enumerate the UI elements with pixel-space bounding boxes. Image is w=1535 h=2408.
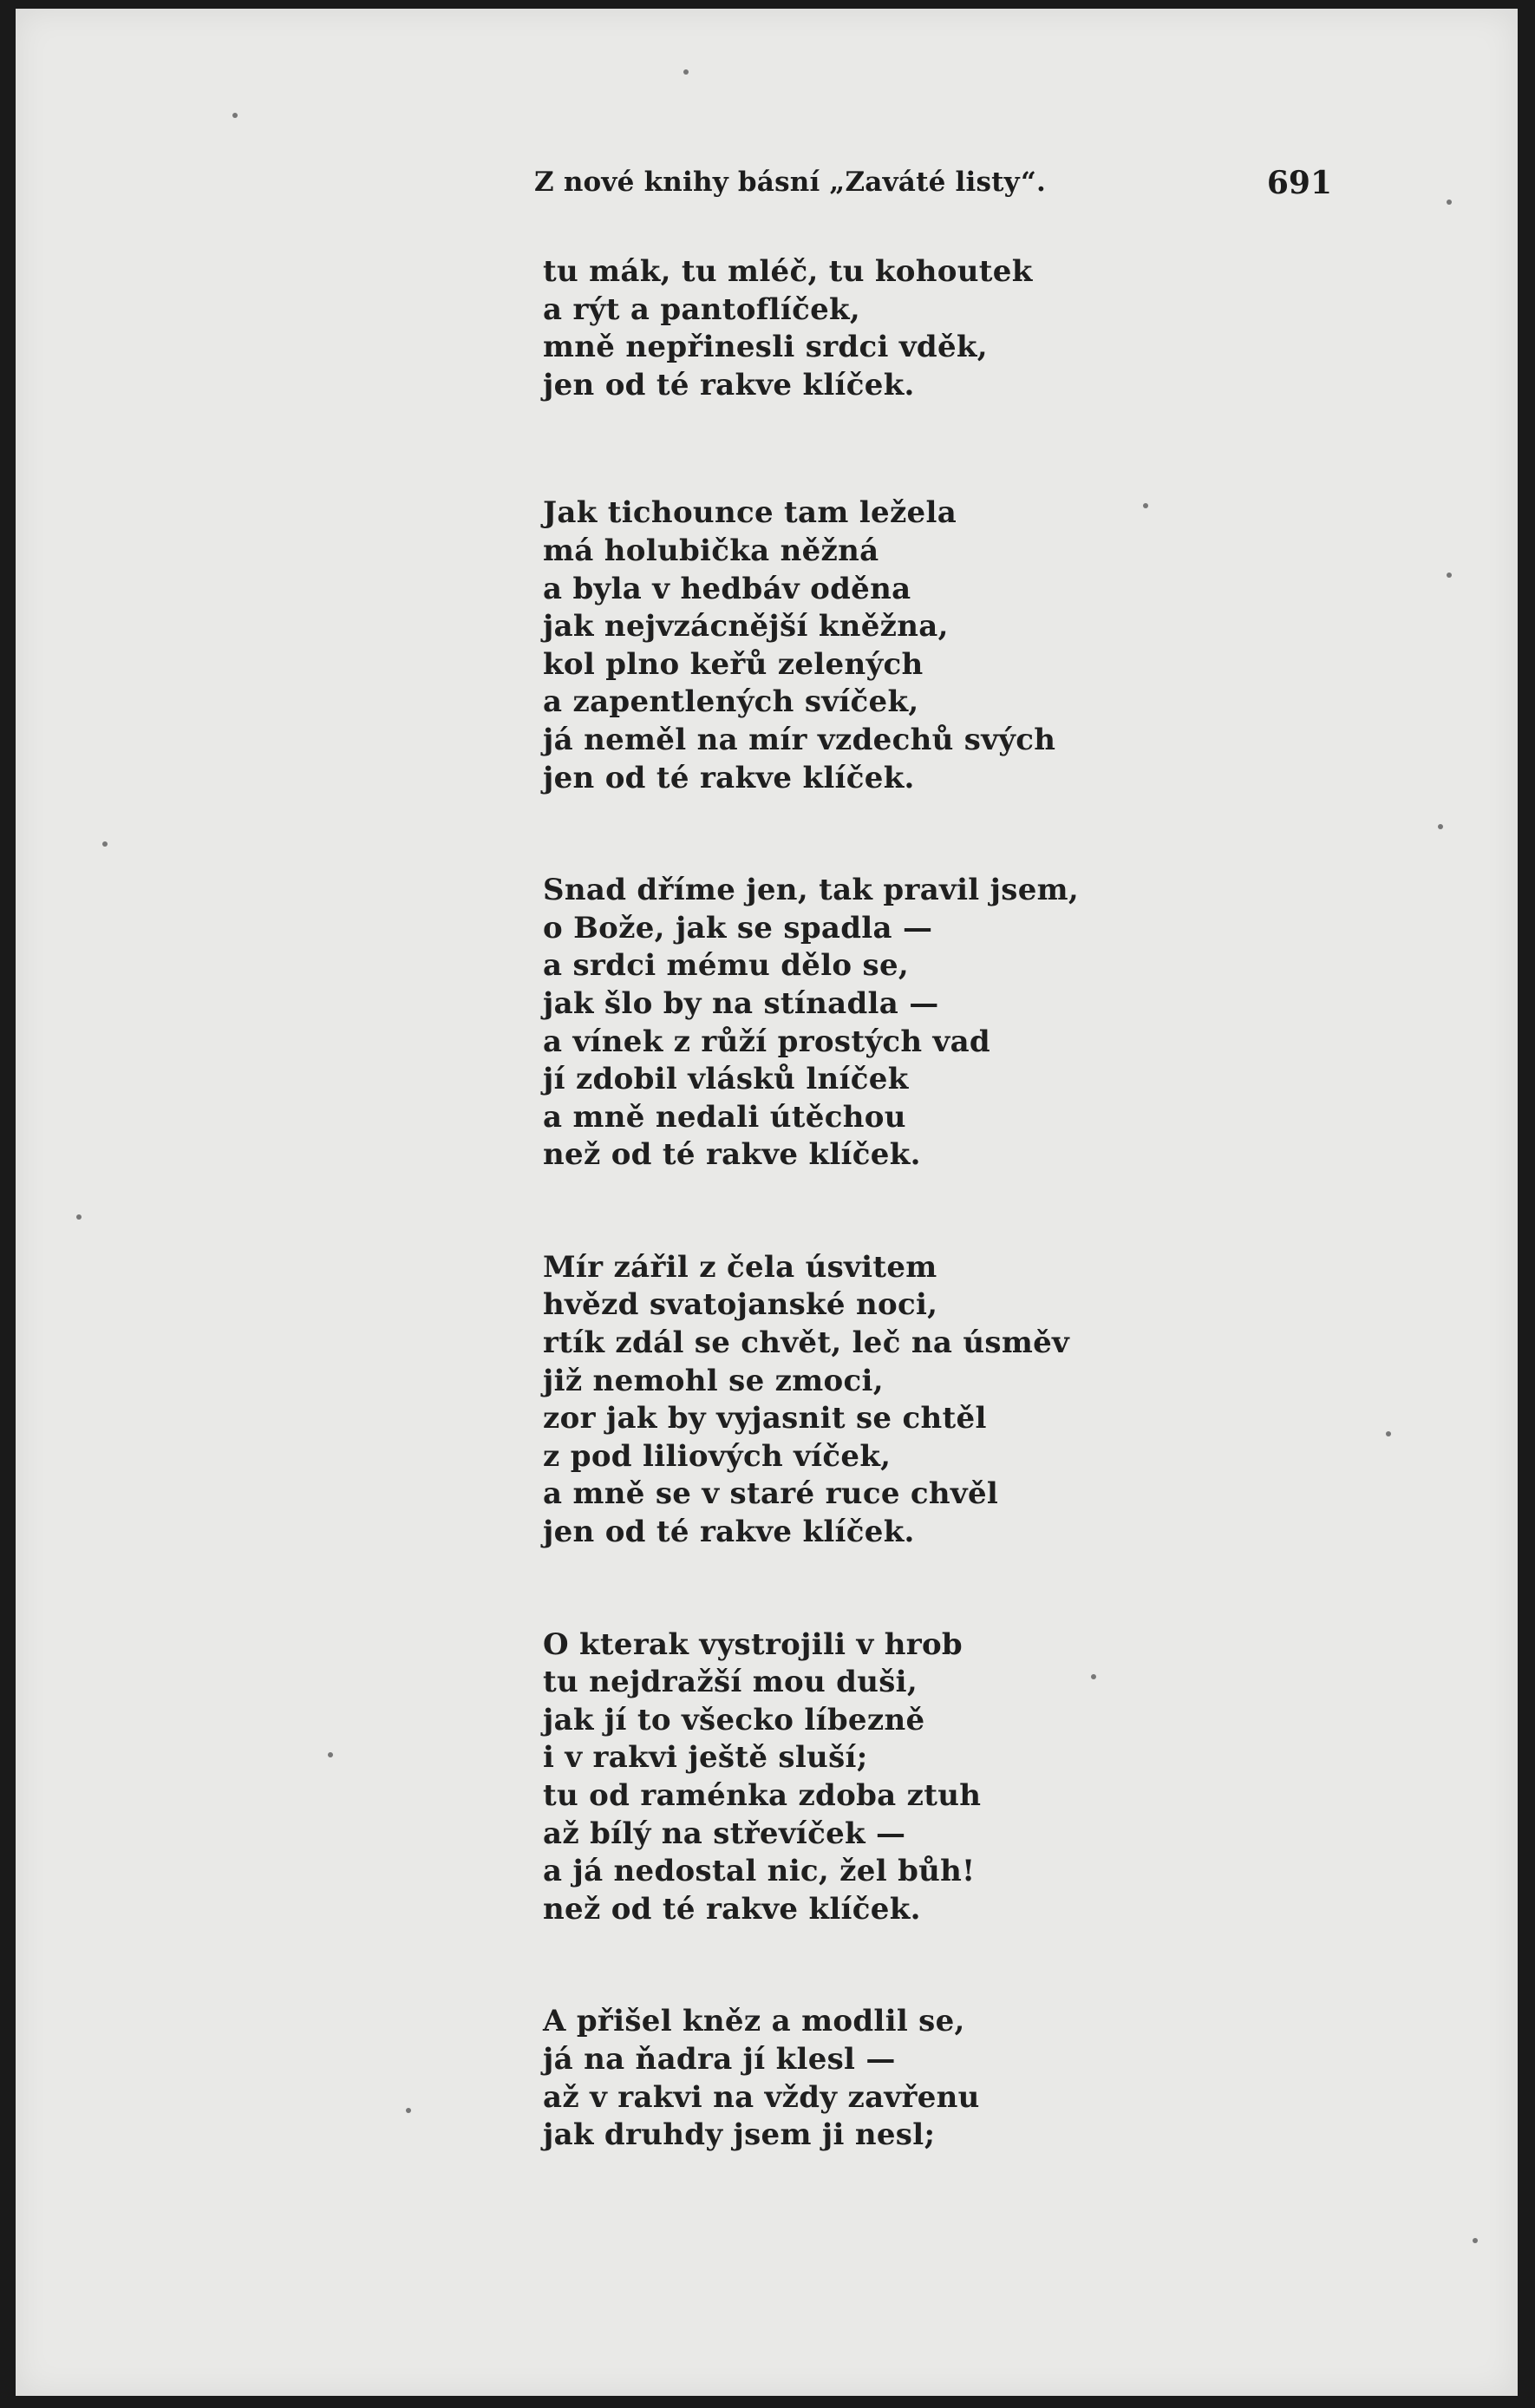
verse-line: jak druhdy jsem ji nesl; (543, 2117, 936, 2153)
paper-speck (1438, 824, 1443, 829)
verse-line: jak nejvzácnější kněžna, (543, 609, 949, 645)
verse-line: A přišel kněz a modlil se, (543, 2004, 965, 2039)
verse-line: tu od raménka zdoba ztuh (543, 1778, 982, 1813)
verse-line: a srdci mému dělo se, (543, 948, 910, 984)
paper-speck (102, 841, 108, 847)
verse-line: jen od té rakve klíček. (543, 760, 915, 795)
stanza-3 (543, 872, 1410, 1175)
verse-line: a rýt a pantoflíček, (543, 291, 861, 327)
stanza-5 (543, 1626, 1410, 1929)
stanza-4 (543, 1249, 1410, 1552)
verse-line: a mně nedali útěchou (543, 1099, 906, 1135)
verse-line: i v rakvi ještě sluší; (543, 1740, 868, 1776)
running-title: Z nové knihy básní „Zaváté listy“. (534, 167, 1047, 198)
verse-line: jen od té rakve klíček. (543, 367, 915, 402)
verse-line: a vínek z růží prostých vad (543, 1024, 991, 1059)
verse-line: hvězd svatojanské noci, (543, 1287, 938, 1323)
paper-speck (1447, 573, 1452, 578)
verse-line: až v rakvi na vždy zavřenu (543, 2079, 980, 2115)
verse-line: Snad dříme jen, tak pravil jsem, (543, 873, 1080, 908)
verse-line: rtík zdál se chvět, leč na úsměv (543, 1325, 1070, 1361)
paper-speck (406, 2108, 411, 2113)
verse-line: Mír zářil z čela úsvitem (543, 1249, 937, 1285)
verse-line: a mně se v staré ruce chvěl (543, 1476, 999, 1512)
verse-line: a já nedostal nic, žel bůh! (543, 1854, 976, 1889)
verse-line: jak šlo by na stínadla — (543, 985, 939, 1021)
verse-line: již nemohl se zmoci, (543, 1363, 884, 1398)
verse-line: jí zdobil vlásků lníček (543, 1062, 909, 1097)
paper-speck (232, 113, 238, 118)
verse-line: a byla v hedbáv oděna (543, 571, 911, 606)
paper-speck (328, 1752, 333, 1757)
verse-line: tu mák, tu mléč, tu kohoutek (543, 254, 1033, 289)
verse-line: až bílý na střevíček — (543, 1816, 906, 1851)
verse-line: Jak tichounce tam ležela (543, 495, 957, 531)
verse-line: já na ňadra jí klesl — (543, 2041, 896, 2077)
page-number: 691 (1266, 165, 1332, 201)
verse-line: z pod liliových víček, (543, 1438, 892, 1474)
verse-line: já neměl na mír vzdechů svých (543, 722, 1056, 757)
verse-line: má holubička něžná (543, 533, 879, 568)
verse-line: O kterak vystrojili v hrob (543, 1626, 963, 1662)
paper-speck (683, 69, 689, 75)
verse-line: než od té rakve klíček. (543, 1137, 921, 1173)
paper-speck (1473, 2238, 1478, 2243)
verse-line: jak jí to všecko líbezně (543, 1702, 925, 1737)
stanza-2 (543, 494, 1410, 797)
verse-line: a zapentlených svíček, (543, 684, 919, 720)
book-page (16, 9, 1518, 2396)
verse-line: tu nejdražší mou duši, (543, 1665, 918, 1700)
poem-body (543, 253, 1410, 2229)
paper-speck (76, 1214, 82, 1220)
verse-line: jen od té rakve klíček. (543, 1515, 915, 1550)
stanza-6 (543, 2003, 1410, 2154)
verse-line: kol plno keřů zelených (543, 646, 924, 682)
verse-line: zor jak by vyjasnit se chtěl (543, 1401, 987, 1436)
running-header (534, 167, 1332, 210)
stanza-1 (543, 253, 1410, 404)
verse-line: o Bože, jak se spadla — (543, 910, 933, 946)
paper-speck (1447, 200, 1452, 205)
verse-line: než od té rakve klíček. (543, 1891, 921, 1927)
verse-line: mně nepřinesli srdci vděk, (543, 330, 988, 365)
